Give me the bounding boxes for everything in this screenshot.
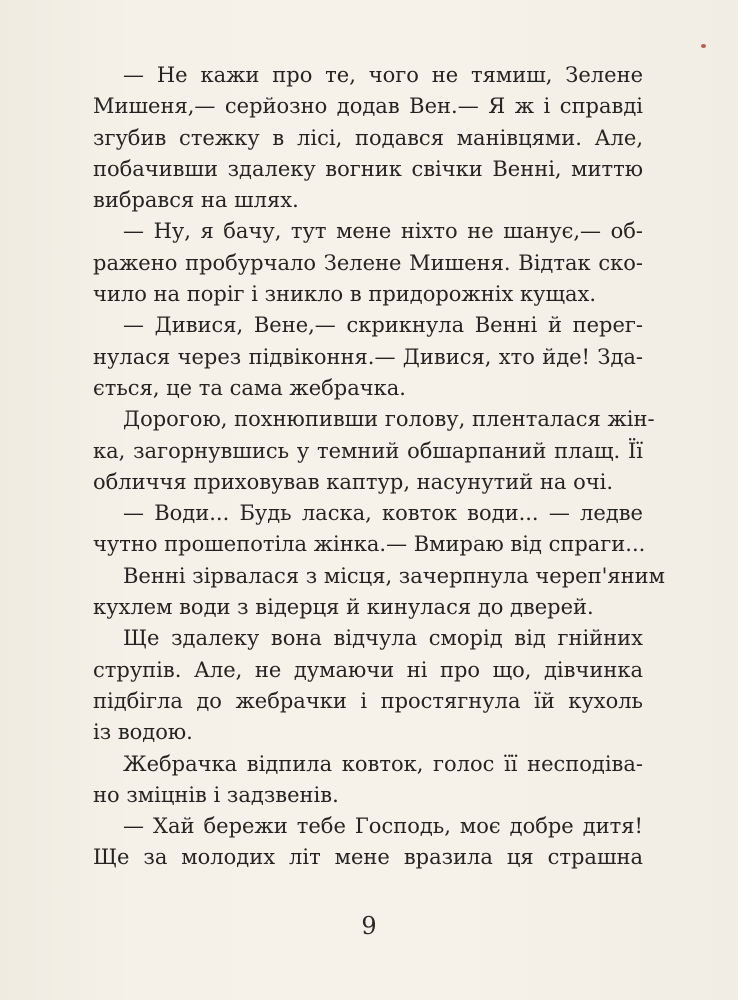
- paragraph: [93, 60, 643, 216]
- text-line: нулася через підвіконня.— Дивися, хто йде! Зда-: [93, 344, 643, 369]
- text-line: побачивши здалеку вогник свічки Венні, миттю: [93, 156, 643, 181]
- paragraph: [93, 216, 643, 310]
- text-line: згубив стежку в лісі, подався манівцями. Але,: [93, 125, 643, 150]
- paragraph: [93, 749, 643, 812]
- text-line: струпів. Але, не думаючи ні про що, дівчинка: [93, 657, 643, 682]
- text-line: — Ну, я бачу, тут мене ніхто не шанує,— об-: [123, 219, 643, 244]
- text-line: — Не кажи про те, чого не тямиш, Зелене: [123, 63, 643, 87]
- paragraph: [93, 811, 643, 874]
- text-line: Жебрачка відпила ковток, голос її несподіва-: [123, 751, 643, 776]
- text-line: — Дивися, Вене,— скрикнула Венні й перег-: [123, 313, 643, 338]
- paragraph: [93, 404, 655, 498]
- text-line: Венні зірвалася з місця, зачерпнула череп'яним: [123, 563, 665, 588]
- text-line: підбігла до жебрачки і простягнула їй кухоль: [93, 688, 643, 713]
- text-line: вибрався на шлях.: [93, 188, 299, 213]
- text-line: ка, загорнувшись у темний обшарпаний плащ. Її: [93, 438, 643, 463]
- text-line: Мишеня,— серйозно додав Вен.— Я ж і справді: [93, 94, 643, 119]
- text-line: ється, це та сама жебрачка.: [93, 375, 406, 400]
- text-line: — Води... Будь ласка, ковток води... — ледве: [123, 501, 643, 526]
- body-text: [93, 60, 665, 874]
- text-line: чутно прошепотіла жінка.— Вмираю від спраги...: [93, 532, 646, 557]
- text-line: із водою.: [93, 720, 193, 745]
- text-line: но зміцнів і задзвенів.: [93, 782, 339, 807]
- paragraph: [93, 498, 646, 561]
- text-line: — Хай бережи тебе Господь, моє добре дитя!: [123, 814, 643, 839]
- paragraph: [93, 310, 643, 404]
- text-line: кухлем води з відерця й кинулася до дверей.: [93, 595, 594, 620]
- text-line: чило на поріг і зникло в придорожніх кущах.: [93, 282, 597, 307]
- text-line: Ще за молодих літ мене вразила ця страшна: [93, 845, 643, 870]
- text-line: ражено пробурчало Зелене Мишеня. Відтак ско-: [93, 250, 643, 275]
- text-line: Ще здалеку вона відчула сморід від гнійних: [123, 626, 643, 651]
- text-line: обличчя приховував каптур, насунутий на очі.: [93, 469, 614, 494]
- page-number: 9: [361, 912, 377, 940]
- paragraph: [93, 623, 643, 748]
- text-line: Дорогою, похнюпивши голову, плентaлася жін-: [123, 407, 655, 432]
- paragraph: [93, 561, 665, 624]
- ink-speck: [701, 44, 706, 48]
